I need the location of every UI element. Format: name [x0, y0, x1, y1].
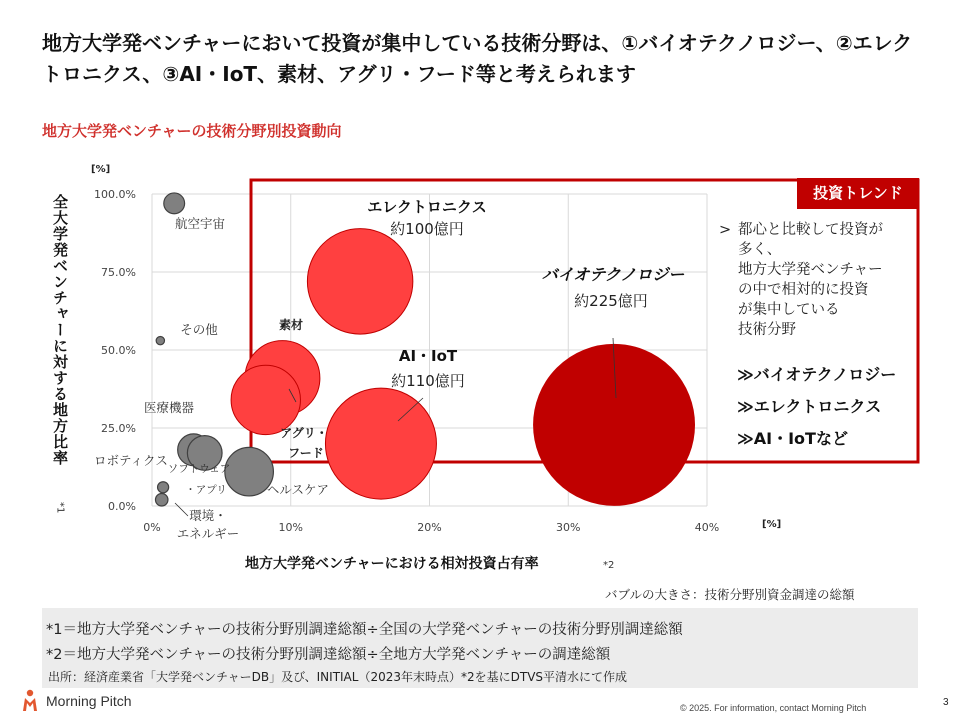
point-label: エネルギー [176, 526, 240, 541]
trend-line: が集中している [738, 302, 840, 318]
bubble-point [156, 336, 164, 344]
bubble-point [231, 365, 300, 434]
trend-lines [738, 220, 919, 340]
trend-item-electronics: ≫エレクトロニクス [737, 397, 882, 416]
trend-item-bio: ≫バイオテクノロジー [737, 365, 897, 384]
bubble-point [155, 494, 167, 506]
x-unit-label: [%] [762, 519, 782, 530]
bubble-point [307, 229, 412, 334]
point-label: フード [288, 446, 324, 460]
bubble-point [158, 482, 169, 493]
y-unit-label: [%] [91, 164, 111, 175]
point-label: その他 [180, 322, 218, 337]
bubble-size-note: バブルの大きさ：技術分野別資金調達の総額 [605, 587, 855, 602]
copyright: © 2025. For information, contact Morning Pitch [680, 703, 867, 713]
logo [20, 688, 132, 714]
bubble-point [164, 193, 185, 214]
x-axis-label-note: *2 [603, 560, 615, 571]
point-label: ロボティクス [94, 453, 168, 468]
point-label: エレクトロニクス [367, 198, 487, 216]
point-label: AI・IoT [398, 347, 458, 365]
morning-pitch-logo-icon [20, 689, 40, 713]
bubble-point [325, 388, 436, 499]
logo-text: Morning Pitch [46, 693, 132, 709]
y-tick-label: 75.0% [101, 266, 136, 279]
y-axis-label-note: *1 [54, 502, 66, 514]
leader-line [175, 503, 188, 516]
trend-line: の中で相対的に投資 [738, 282, 869, 298]
point-label: アグリ・ [280, 426, 328, 440]
note-1: *1＝地方大学発ベンチャーの技術分野別調達総額÷全国の大学発ベンチャーの技術分野別調達総額 [46, 622, 683, 638]
trend-line: 地方大学発ベンチャー [738, 262, 883, 278]
y-tick-label: 25.0% [101, 422, 136, 435]
x-tick-label: 20% [417, 521, 442, 534]
trend-description [719, 220, 919, 340]
x-tick-label: 40% [694, 521, 720, 534]
point-value-label: 約225億円 [574, 292, 648, 310]
trend-badge: 投資トレンド [797, 178, 919, 209]
y-tick-label: 0.0% [108, 500, 136, 513]
bubble-point [534, 344, 695, 505]
trend-line: 都心と比較して投資が [738, 222, 883, 238]
x-tick-label: 30% [556, 521, 581, 534]
point-value-label: 約110億円 [391, 372, 465, 390]
trend-arrow: > [719, 222, 732, 238]
point-value-label: 約100億円 [390, 220, 464, 238]
point-label: 環境・ [189, 508, 227, 523]
point-label: 航空宇宙 [174, 216, 226, 231]
y-tick-label: 100.0% [94, 188, 136, 201]
note-2: *2＝地方大学発ベンチャーの技術分野別調達総額÷全地方大学発ベンチャーの調達総額 [46, 647, 611, 663]
chart-subtitle: 地方大学発ベンチャーの技術分野別投資動向 [42, 122, 342, 140]
point-label: ヘルスケア [266, 482, 330, 497]
trend-item-ai: ≫AI・IoTなど [737, 429, 848, 448]
point-label: 医療機器 [143, 400, 195, 415]
trend-line: 多く、 [738, 242, 782, 258]
y-axis-label: 全大学発ベンチャーに対する地方比率 [51, 194, 69, 466]
page-number: 3 [943, 697, 949, 708]
y-tick-label: 50.0% [101, 344, 136, 357]
page-title: 地方大学発ベンチャーにおいて投資が集中している技術分野は、①バイオテクノロジー、②エレクトロニクス、③AI・IoT、素材、アグリ・フード等と考えられます [42, 31, 913, 86]
point-label: 素材 [278, 318, 304, 332]
point-label: ソフトウェア [167, 463, 231, 475]
trend-line: 技術分野 [738, 322, 796, 338]
notes-box [42, 608, 918, 688]
point-label: ・アプリ [185, 484, 227, 496]
x-tick-label: 0% [143, 521, 161, 534]
source-note: 出所：経済産業省「大学発ベンチャーDB」及び、INITIAL（2023年末時点）*2を基にDTVS平清水にて作成 [48, 670, 628, 684]
point-label: バイオテクノロジー [541, 265, 685, 284]
x-tick-label: 10% [278, 521, 303, 534]
x-axis-label: 地方大学発ベンチャーにおける相対投資占有率 [245, 556, 539, 572]
